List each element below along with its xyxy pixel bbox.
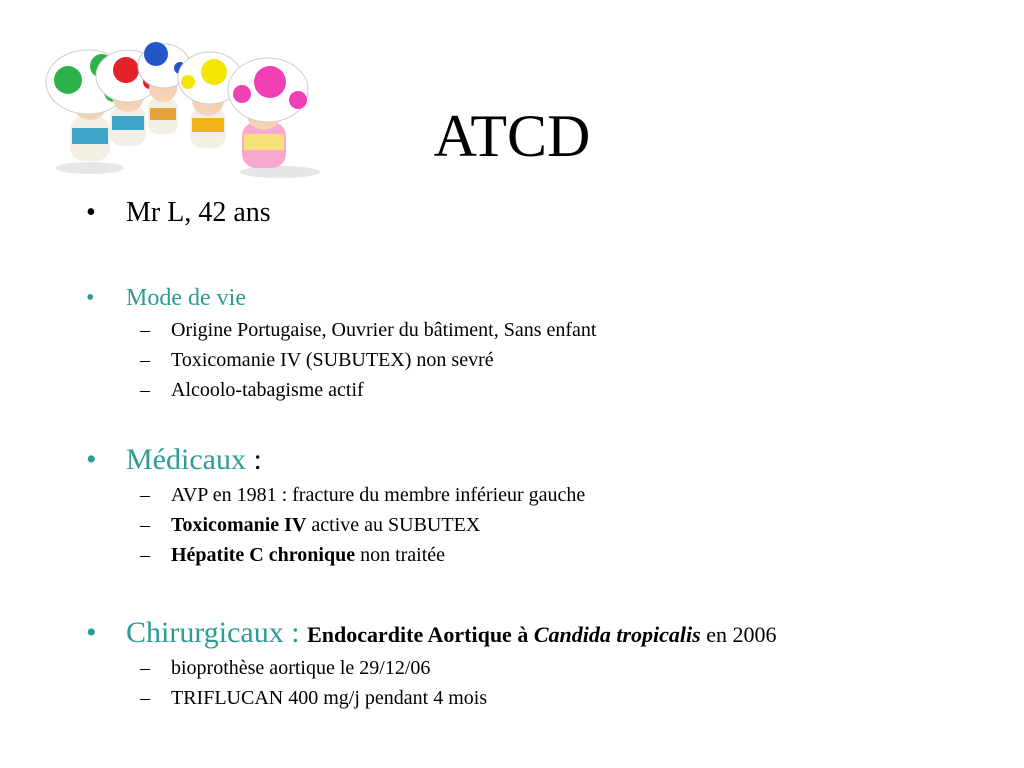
- medicaux-item-bold: Hépatite C chronique: [171, 544, 356, 566]
- mode-de-vie-item-text: Toxicomanie IV (SUBUTEX) non sevré: [171, 349, 494, 371]
- mode-de-vie-item-text: Alcoolo-tabagisme actif: [171, 379, 364, 401]
- chirurgicaux-item-text: TRIFLUCAN 400 mg/j pendant 4 mois: [171, 687, 488, 709]
- dash-marker: –: [140, 319, 150, 341]
- medicaux-item-bold: Toxicomanie IV: [171, 514, 307, 536]
- dash-marker: –: [140, 544, 150, 566]
- patient-text: Mr L, 42 ans: [126, 197, 271, 228]
- medicaux-colon: :: [245, 443, 262, 476]
- medicaux-heading: Médicaux: [126, 443, 246, 476]
- mode-de-vie-item-text: Origine Portugaise, Ouvrier du bâtiment, Sans enfant: [171, 319, 597, 341]
- dash-marker: –: [140, 514, 150, 536]
- dash-marker: –: [140, 379, 150, 401]
- slide-title: ATCD: [433, 103, 591, 169]
- dash-marker: –: [140, 657, 150, 679]
- chirurgicaux-heading: Chirurgicaux :: [126, 616, 308, 649]
- chirurgicaux-detail-bold: Endocardite Aortique à: [307, 622, 534, 647]
- dash-marker: –: [140, 484, 150, 506]
- medicaux-item-text: non traitée: [355, 544, 446, 566]
- mode-de-vie-heading: Mode de vie: [126, 285, 246, 311]
- chirurgicaux-detail-rest: en 2006: [700, 622, 777, 647]
- dash-marker: –: [140, 687, 150, 709]
- dash-marker: –: [140, 349, 150, 371]
- chirurgicaux-item-text: bioprothèse aortique le 29/12/06: [171, 657, 431, 679]
- chirurgicaux-detail-species: Candida tropicalis: [533, 622, 701, 647]
- bullet-marker: •: [86, 197, 96, 228]
- bullet-marker: •: [86, 285, 95, 311]
- medicaux-item-text: AVP en 1981 : fracture du membre inférieur gauche: [171, 484, 586, 506]
- bullet-marker: •: [86, 616, 97, 649]
- bullet-marker: •: [86, 443, 97, 476]
- medicaux-item-text: active au SUBUTEX: [306, 514, 481, 536]
